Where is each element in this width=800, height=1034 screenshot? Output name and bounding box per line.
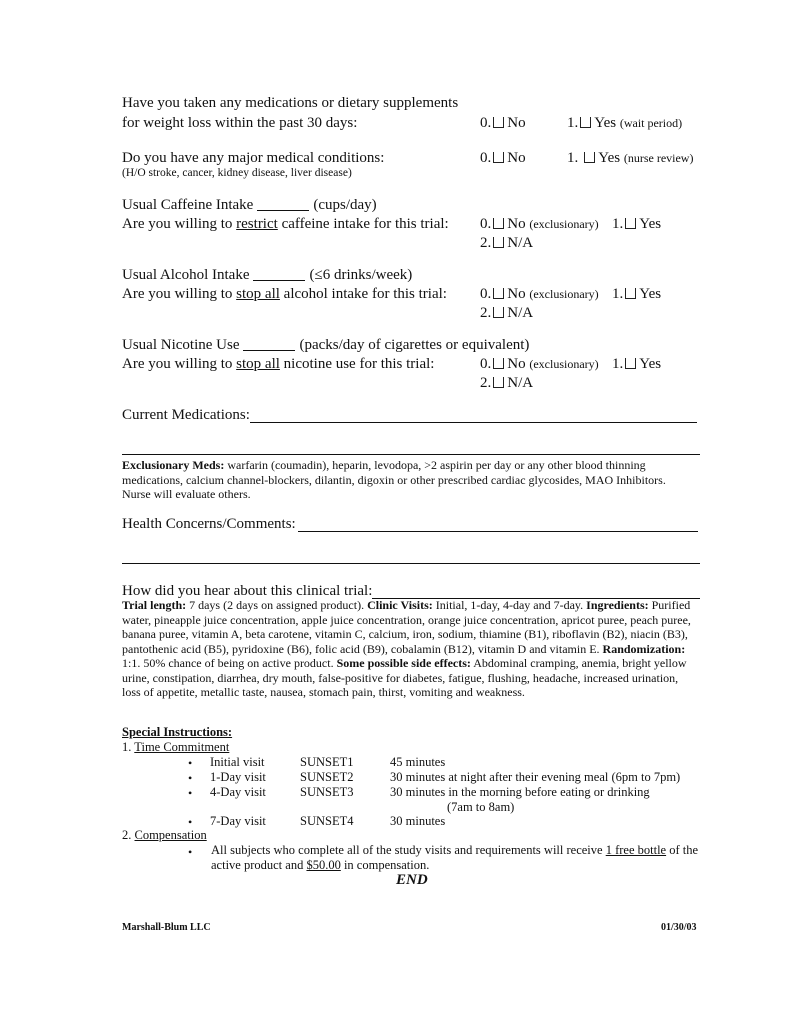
q1-option-yes[interactable]: 1. Yes (wait period) bbox=[567, 115, 683, 131]
q1-question-line2: for weight loss within the past 30 days: bbox=[122, 115, 358, 131]
time-commitment-heading: 1. Time Commitment bbox=[122, 740, 230, 754]
visit-name: 1-Day visit bbox=[210, 770, 266, 784]
current-meds-field-line2[interactable] bbox=[122, 454, 700, 455]
checkbox-icon[interactable] bbox=[584, 152, 595, 163]
bullet-icon: • bbox=[188, 786, 193, 800]
visit-name: Initial visit bbox=[210, 755, 265, 769]
health-concerns-field-line2[interactable] bbox=[122, 563, 700, 564]
q4-option-yes[interactable]: 1. Yes bbox=[612, 286, 662, 302]
q5-option-yes[interactable]: 1. Yes bbox=[612, 356, 662, 372]
checkbox-icon[interactable] bbox=[625, 358, 636, 369]
visit-duration: 30 minutes in the morning before eating or drinking bbox=[390, 785, 650, 799]
q3-intake: Usual Caffeine Intake (cups/day) bbox=[122, 197, 377, 213]
hear-about-label: How did you hear about this clinical trial: bbox=[122, 583, 373, 599]
footer-company: Marshall-Blum LLC bbox=[122, 922, 211, 933]
q2-option-yes[interactable]: 1. Yes (nurse review) bbox=[567, 150, 694, 166]
special-instructions-heading: Special Instructions: bbox=[122, 725, 233, 739]
visit-duration: 30 minutes at night after their evening meal (6pm to 7pm) bbox=[390, 770, 681, 784]
q1-option-no[interactable]: 0. No bbox=[480, 115, 526, 131]
checkbox-icon[interactable] bbox=[625, 288, 636, 299]
q5-option-no[interactable]: 0. No (exclusionary) bbox=[480, 356, 599, 372]
checkbox-icon[interactable] bbox=[493, 237, 504, 248]
nicotine-blank[interactable] bbox=[243, 338, 295, 351]
visit-duration-extra: (7am to 8am) bbox=[447, 800, 515, 814]
bullet-icon: • bbox=[188, 756, 193, 770]
visit-duration: 45 minutes bbox=[390, 755, 446, 769]
trial-info: Trial length: 7 days (2 days on assigned product). Clinic Visits: Initial, 1-day, 4-day and 7-day. Ingredients: Purified water, pineapple juice concentration, apple juice concentration, orange juice concentration, apricot puree, peach puree, banana puree, vitamin A, beta carotene, vitamin C, calcium, iron, sodium, thiamine (B1), riboflavin (B2), niacin (B3), pantothenic acid (B5), pyridoxine (B6), folic acid (B9), cobalamin (B12), vitamin D and vitamin E. Randomization: 1:1. 50% chance of being on active product. Some possible side effects: Abdominal cramping, anemia, bright yellow urine, constipation, diarrhea, dry mouth, false-positive for diabetes, fatigue, flushing, headache, increased urination, loss of appetite, metallic taste, nausea, stomach pain, thirst, vomiting and weakness. bbox=[122, 598, 691, 699]
visit-duration: 30 minutes bbox=[390, 814, 446, 828]
visit-code: SUNSET2 bbox=[300, 770, 354, 784]
q4-willing: Are you willing to stop all alcohol intake for this trial: bbox=[122, 286, 447, 302]
alcohol-blank[interactable] bbox=[253, 268, 305, 281]
q4-option-no[interactable]: 0. No (exclusionary) bbox=[480, 286, 599, 302]
footer-date: 01/30/03 bbox=[661, 922, 697, 933]
compensation-text: All subjects who complete all of the study visits and requirements will receive 1 free bottle of the active product and $50.00 in compensation. bbox=[211, 843, 699, 872]
q3-option-no[interactable]: 0. No (exclusionary) bbox=[480, 216, 599, 232]
checkbox-icon[interactable] bbox=[493, 358, 504, 369]
checkbox-icon[interactable] bbox=[493, 152, 504, 163]
visit-code: SUNSET3 bbox=[300, 785, 354, 799]
q5-option-na[interactable]: 2. N/A bbox=[480, 375, 534, 391]
checkbox-icon[interactable] bbox=[493, 307, 504, 318]
checkbox-icon[interactable] bbox=[625, 218, 636, 229]
visit-name: 4-Day visit bbox=[210, 785, 266, 799]
checkbox-icon[interactable] bbox=[493, 117, 504, 128]
checkbox-icon[interactable] bbox=[493, 288, 504, 299]
q2-question: Do you have any major medical conditions: bbox=[122, 150, 385, 166]
visit-code: SUNSET4 bbox=[300, 814, 354, 828]
bullet-icon: • bbox=[188, 771, 193, 785]
bullet-icon: • bbox=[188, 815, 193, 829]
health-concerns-label: Health Concerns/Comments: bbox=[122, 516, 296, 532]
caffeine-blank[interactable] bbox=[257, 198, 309, 211]
q1-question-line1: Have you taken any medications or dietary supplements bbox=[122, 95, 459, 111]
exclusionary-meds: Exclusionary Meds: warfarin (coumadin), heparin, levodopa, >2 aspirin per day or any other blood thinning medications, calcium channel-blockers, dilantin, digoxin or other prescribed cardiac glycosides, MAO Inhibitors. Nurse will evaluate others. bbox=[122, 458, 666, 501]
q5-intake: Usual Nicotine Use (packs/day of cigarettes or equivalent) bbox=[122, 337, 530, 353]
q3-willing: Are you willing to restrict caffeine intake for this trial: bbox=[122, 216, 449, 232]
end-marker: END bbox=[396, 872, 428, 888]
current-meds-field[interactable] bbox=[250, 422, 697, 423]
health-concerns-field[interactable] bbox=[298, 531, 698, 532]
current-meds-label: Current Medications: bbox=[122, 407, 250, 423]
q3-option-na[interactable]: 2. N/A bbox=[480, 235, 534, 251]
checkbox-icon[interactable] bbox=[580, 117, 591, 128]
q4-intake: Usual Alcohol Intake (≤6 drinks/week) bbox=[122, 267, 413, 283]
visit-name: 7-Day visit bbox=[210, 814, 266, 828]
q2-subtext: (H/O stroke, cancer, kidney disease, liver disease) bbox=[122, 167, 352, 179]
q4-option-na[interactable]: 2. N/A bbox=[480, 305, 534, 321]
q3-option-yes[interactable]: 1. Yes bbox=[612, 216, 662, 232]
checkbox-icon[interactable] bbox=[493, 377, 504, 388]
q5-willing: Are you willing to stop all nicotine use for this trial: bbox=[122, 356, 435, 372]
visit-code: SUNSET1 bbox=[300, 755, 354, 769]
compensation-heading: 2. Compensation bbox=[122, 828, 207, 842]
bullet-icon: • bbox=[188, 845, 193, 859]
q2-option-no[interactable]: 0. No bbox=[480, 150, 526, 166]
checkbox-icon[interactable] bbox=[493, 218, 504, 229]
